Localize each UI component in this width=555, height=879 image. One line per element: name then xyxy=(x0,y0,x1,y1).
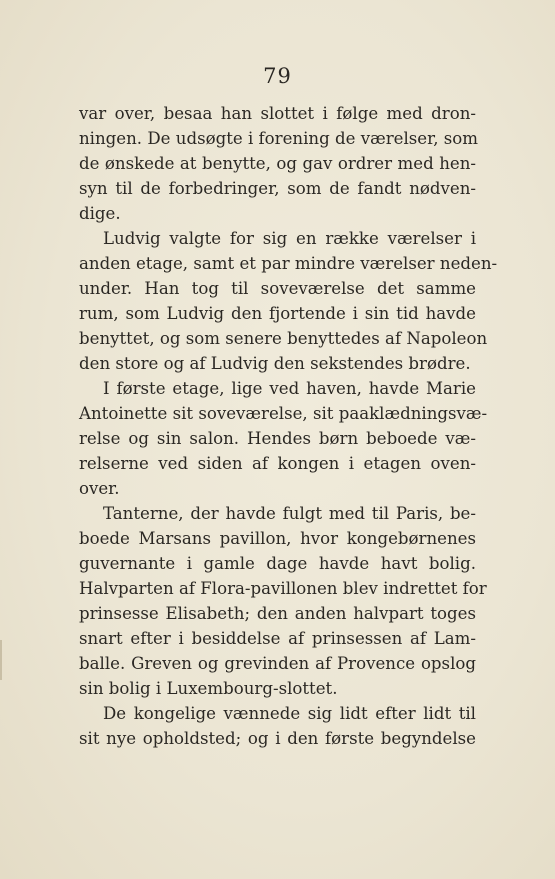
text-line: Halvparten af Flora-pavillonen blev indrettet for xyxy=(79,579,487,598)
page-number: 79 xyxy=(263,64,292,88)
text-line: var over, besaa han slottet i følge med dron- xyxy=(79,104,476,123)
body-text xyxy=(79,101,498,751)
text-line: sit nye opholdsted; og i den første begyndelse xyxy=(79,729,476,748)
text-line: Antoinette sit soveværelse, sit paaklædningsvæ- xyxy=(79,404,488,423)
text-line: relse og sin salon. Hendes børn beboede væ- xyxy=(79,429,476,448)
text-line: anden etage, samt et par mindre værelser neden- xyxy=(79,254,498,273)
text-line: over. xyxy=(79,479,120,498)
text-line: syn til de forbedringer, som de fandt nødven- xyxy=(79,179,476,198)
text-line: relserne ved siden af kongen i etagen oven- xyxy=(79,454,476,473)
text-line: Tanterne, der havde fulgt med til Paris, be- xyxy=(103,504,476,523)
text-line: ningen. De udsøgte i forening de værelser, som xyxy=(79,129,478,148)
text-line: den store og af Ludvig den sekstendes brødre. xyxy=(79,354,471,373)
text-line: sin bolig i Luxembourg-slottet. xyxy=(79,679,338,698)
text-line: Ludvig valgte for sig en række værelser i xyxy=(103,229,476,248)
text-line: guvernante i gamle dage havde havt bolig. xyxy=(79,554,476,573)
text-line: dige. xyxy=(79,204,121,223)
text-line: snart efter i besiddelse af prinsessen af Lam- xyxy=(79,629,476,648)
text-line: De kongelige vænnede sig lidt efter lidt til xyxy=(103,704,476,723)
text-line: prinsesse Elisabeth; den anden halvpart toges xyxy=(79,604,476,623)
text-line: boede Marsans pavillon, hvor kongebørnenes xyxy=(79,529,476,548)
page-edge-mark xyxy=(0,640,2,680)
text-line: balle. Greven og grevinden af Provence opslog xyxy=(79,654,476,673)
text-line: under. Han tog til soveværelse det samme xyxy=(79,279,476,298)
text-line: I første etage, lige ved haven, havde Marie xyxy=(103,379,476,398)
text-line: de ønskede at benytte, og gav ordrer med hen- xyxy=(79,154,476,173)
text-line: benyttet, og som senere benyttedes af Napoleon xyxy=(79,329,488,348)
text-line: rum, som Ludvig den fjortende i sin tid havde xyxy=(79,304,476,323)
